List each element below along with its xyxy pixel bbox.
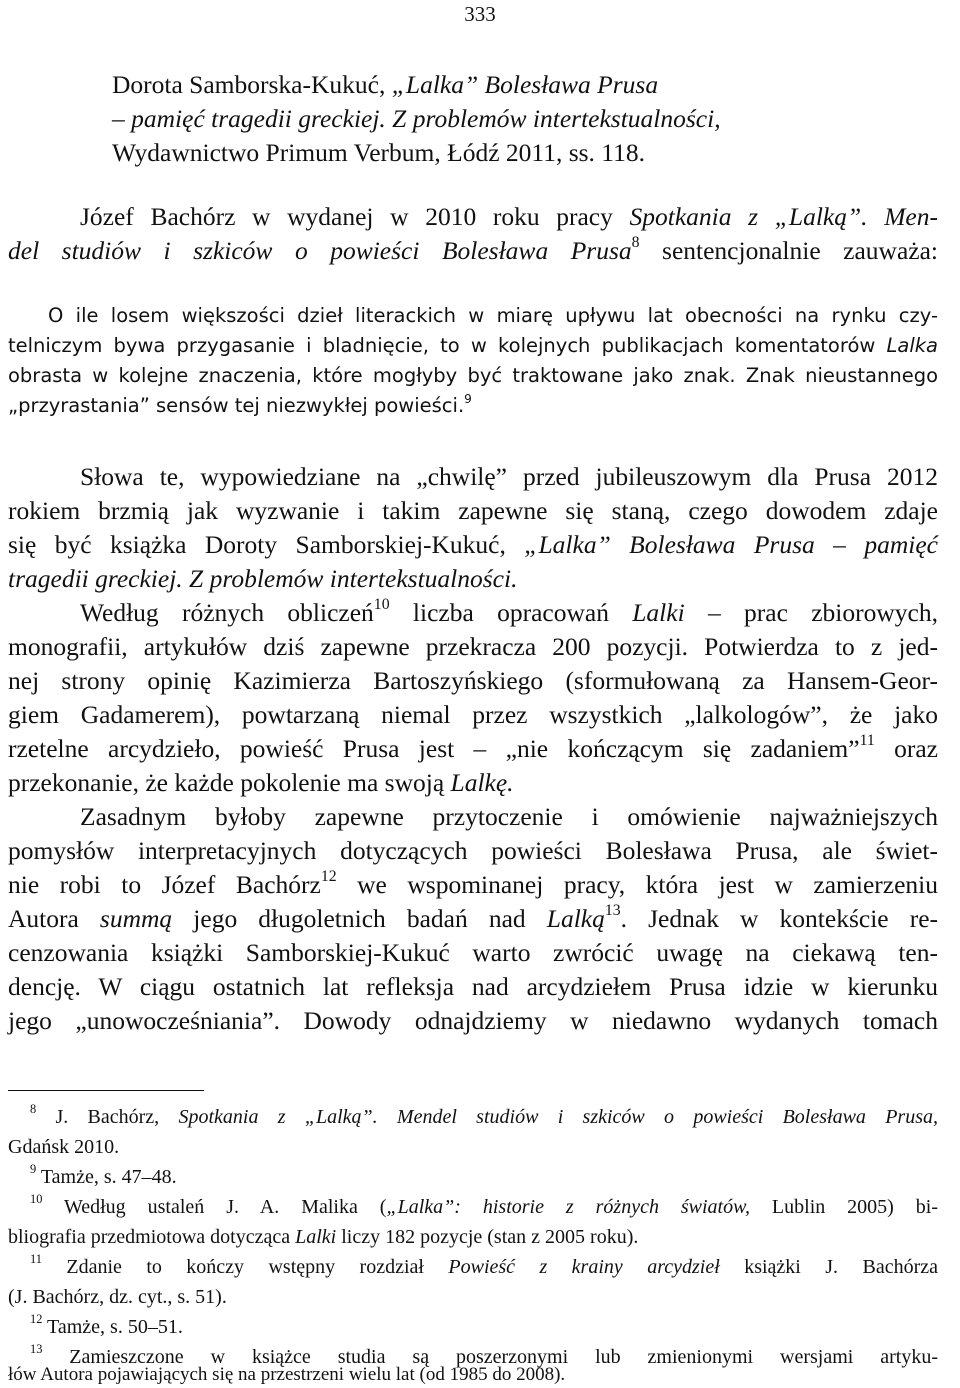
body-text: Autora (8, 904, 100, 933)
heading-book-subtitle: – pamięć tragedii greckiej. Z problemów intertekstualności, (112, 104, 721, 133)
footnote-ref-10: 10 (373, 596, 390, 614)
footnote-11-cont: (J. Bachórz, dz. cyt., s. 51). (8, 1286, 227, 1308)
heading-line-1 (112, 70, 658, 100)
footnote-title: Spotkania z „Lalką”. Mendel studiów i szkiców o powieści Bolesława Prusa, (178, 1106, 938, 1128)
footnote-divider (8, 1090, 204, 1091)
body-italic: Lalki (632, 598, 685, 627)
footnote-text: bliografia przedmiotowa dotycząca (8, 1226, 296, 1248)
body-text: przekonanie, że każde pokolenie ma swoją (8, 768, 451, 797)
body-text: jego długoletnich badań nad (172, 904, 547, 933)
body-italic: Lalką (546, 904, 605, 933)
footnote-text: Tamże, s. 50–51. (42, 1316, 183, 1338)
quote-line-3: obrasta w kolejne znaczenia, które mogłyby być traktowane jako znak. Znak nieustannego (8, 364, 938, 387)
body-text: we wspominanej pracy, która jest w zamierzeniu (336, 870, 938, 899)
heading-line-2 (112, 104, 721, 134)
footnote-title: „Lalka”: historie z różnych światów, (386, 1196, 750, 1218)
intro-line-1 (80, 202, 938, 232)
footnote-number: 10 (30, 1192, 43, 1207)
body-italic: Lalkę. (450, 768, 514, 797)
body-line-17: jego „unowocześniania”. Dowody odnajdziemy w niedawno wydanych tomach (8, 1006, 938, 1035)
body-text: oraz (874, 734, 938, 763)
footnote-9 (30, 1162, 177, 1189)
intro-title: Spotkania z „Lalką”. Men- (629, 202, 938, 231)
heading-publisher: Wydawnictwo Primum Verbum, Łódź 2011, ss. 118. (112, 138, 645, 167)
footnote-ref-9: 9 (464, 391, 472, 406)
footnote-8 (30, 1102, 938, 1129)
footnote-number: 11 (30, 1252, 42, 1267)
quote-line-4 (8, 391, 472, 417)
quote-title: Lalka (886, 334, 938, 357)
body-text: Według różnych obliczeń (80, 598, 374, 627)
footnote-ref-13: 13 (604, 902, 621, 920)
body-line-15: cenzowania książki Samborskiej-Kukuć warto zwrócić uwagę na ciekawą ten- (8, 938, 938, 967)
quote-text: telniczym bywa przygasanie i bladnięcie, to w kolejnych publikacjach komentatorów (8, 334, 887, 357)
body-line-1: Słowa te, wypowiedziane na „chwilę” przed jubileuszowym dla Prusa 2012 (80, 462, 938, 491)
body-text: się być książka Doroty Samborskiej-Kukuć, (8, 530, 525, 559)
footnote-text: książki J. Bachórza (719, 1256, 938, 1278)
footnote-text: Zdanie to kończy wstępny rozdział (41, 1256, 449, 1278)
body-line-13 (8, 870, 938, 900)
footnote-10-cont (8, 1226, 638, 1249)
heading-line-3 (112, 138, 645, 168)
footnote-text: J. Bachórz, (36, 1106, 179, 1128)
quote-line-1: O ile losem większości dzieł literackich w miarę upływu lat obecności na rynku czy- (48, 304, 938, 327)
body-text: nie robi to Józef Bachórz (8, 870, 321, 899)
intro-line-2 (8, 236, 938, 266)
footnote-text: Według ustaleń J. A. Malika ( (42, 1196, 387, 1218)
quote-text-end: „przyrastania” sensów tej niezwykłej powieści. (8, 394, 465, 417)
body-italic: summą (99, 904, 173, 933)
footnote-number: 9 (30, 1162, 37, 1177)
footnote-text: Zamieszczone w książce studia są poszerzonymi lub zmienionymi wersjami artyku- (42, 1346, 938, 1368)
footnote-number: 8 (30, 1102, 37, 1117)
quote-line-2 (8, 334, 938, 357)
body-line-2: rokiem brzmią jak wyzwanie i takim zapewne się staną, czego dowodem zdaje (8, 496, 938, 525)
heading-author: Dorota Samborska-Kukuć, (112, 70, 392, 99)
page-number: 333 (464, 2, 496, 26)
body-line-4 (8, 564, 517, 594)
footnote-ref-11: 11 (859, 732, 875, 750)
body-line-6: monografii, artykułów dziś zapewne przekracza 200 pozycji. Potwierdza to z jed- (8, 632, 938, 661)
footnote-text: liczy 182 pozycje (stan z 2005 roku). (336, 1226, 639, 1248)
intro-title-cont: del studiów i szkiców o powieści Bolesława Prusa (8, 236, 632, 265)
body-book-title: „Lalka” Bolesława Prusa – pamięć (524, 530, 938, 559)
heading-book-title: „Lalka” Bolesława Prusa (391, 70, 659, 99)
body-text: – prac zbiorowych, (684, 598, 938, 627)
footnote-title: Lalki (295, 1226, 337, 1248)
footnote-text: Lublin 2005) bi- (749, 1196, 939, 1218)
body-book-subtitle: tragedii greckiej. Z problemów intertekstualności. (8, 564, 518, 593)
body-text: liczba opracowań (389, 598, 633, 627)
body-line-14 (8, 904, 938, 934)
footnote-8-cont: Gdańsk 2010. (8, 1136, 120, 1158)
footnote-11 (30, 1252, 938, 1279)
body-line-11: Zasadnym byłoby zapewne przytoczenie i omówienie najważniejszych (80, 802, 938, 831)
footnote-number: 13 (30, 1342, 43, 1357)
footnote-10 (30, 1192, 939, 1219)
body-text: rzetelne arcydzieło, powieść Prusa jest – „nie kończącym się zadaniem” (8, 734, 860, 763)
body-line-5 (80, 598, 938, 628)
body-line-7: nej strony opinię Kazimierza Bartoszyńskiego (sformułowaną za Hansem-Geor- (8, 666, 938, 695)
intro-text: Józef Bachórz w wydanej w 2010 roku pracy (80, 202, 630, 231)
body-line-16: dencję. W ciągu ostatnich lat refleksja nad arcydziełem Prusa idzie w kierunku (8, 972, 938, 1001)
body-line-12: pomysłów interpretacyjnych dotyczących powieści Bolesława Prusa, ale świet- (8, 836, 938, 865)
intro-text-cont: sentencjonalnie zauważa: (639, 236, 938, 265)
body-text: . Jednak w kontekście re- (620, 904, 938, 933)
body-line-8: giem Gadamerem), powtarzaną niemal przez wszystkich „lalkologów”, że jako (8, 700, 938, 729)
footnote-text: Tamże, s. 47–48. (36, 1166, 177, 1188)
footnote-ref-12: 12 (320, 868, 337, 886)
body-line-3 (8, 530, 938, 560)
footnote-ref-8: 8 (631, 234, 640, 252)
footnote-number: 12 (30, 1312, 43, 1327)
body-line-9 (8, 734, 938, 764)
body-line-10 (8, 768, 514, 798)
footnote-title: Powieść z krainy arcydzieł (448, 1256, 720, 1278)
footnote-13-cont: łów Autora pojawiających się na przestrzeni wielu lat (od 1985 do 2008). (8, 1364, 566, 1385)
footnote-12 (30, 1312, 183, 1339)
